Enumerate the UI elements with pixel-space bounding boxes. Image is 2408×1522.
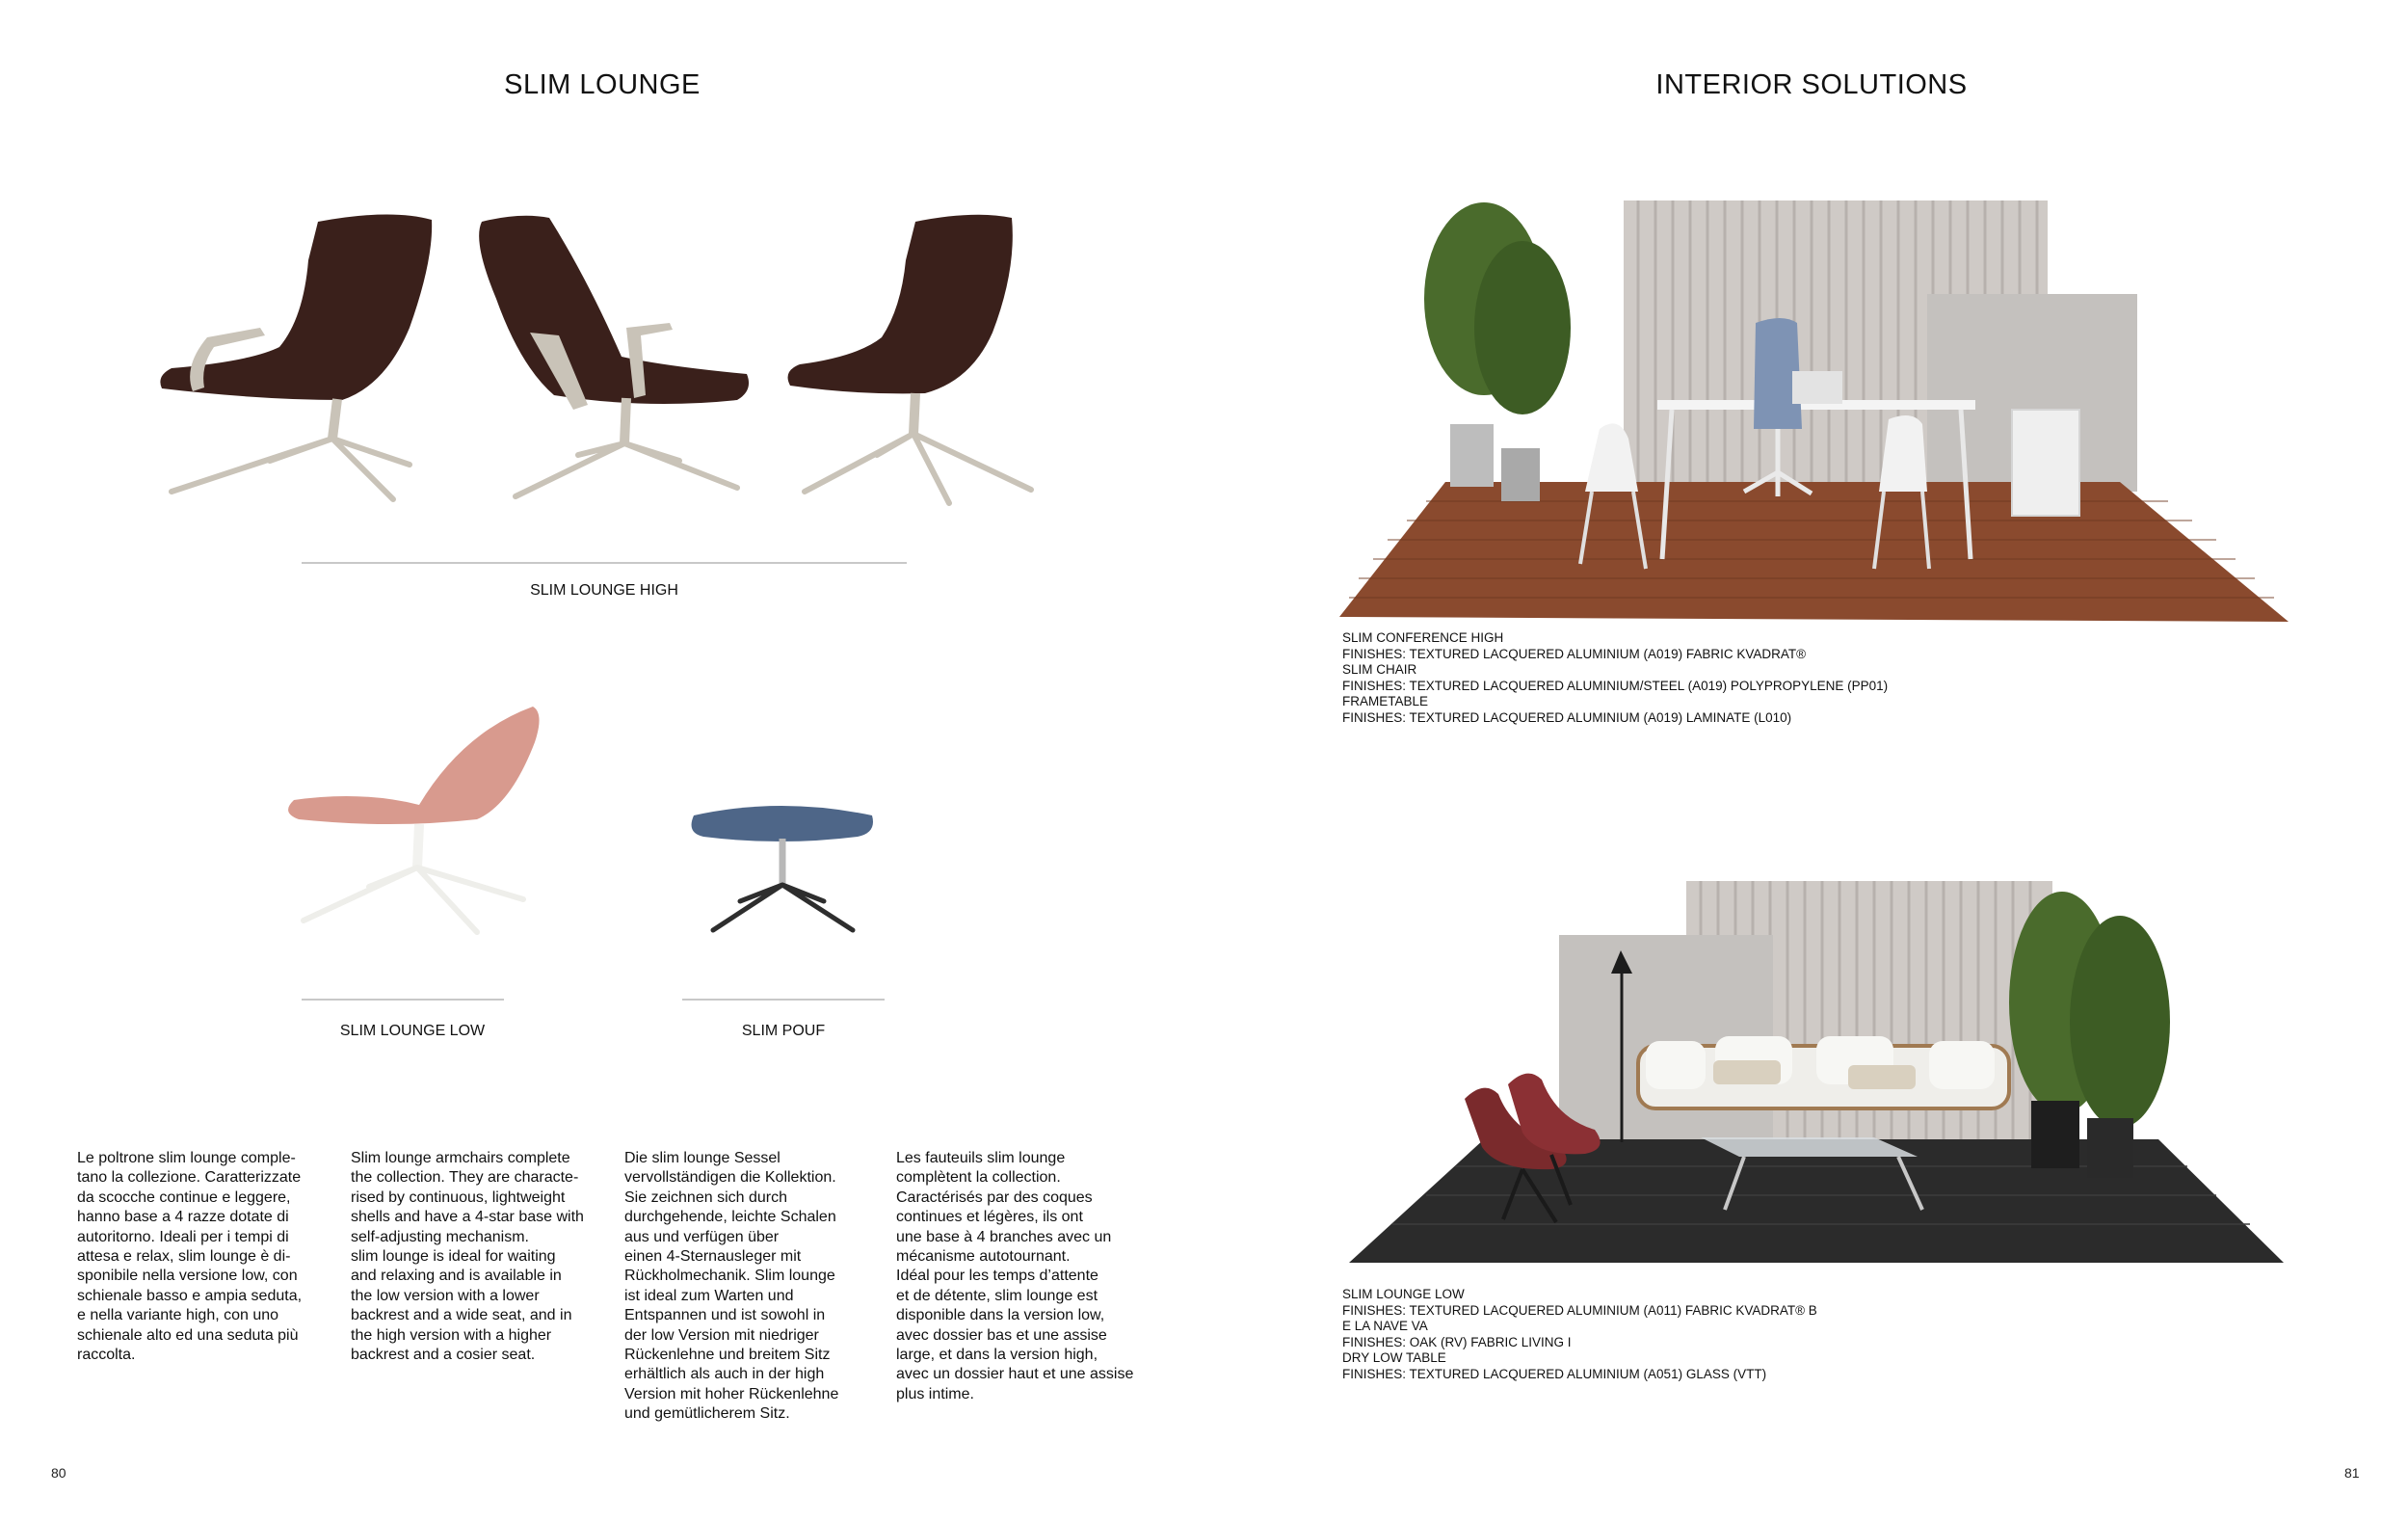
slim-lounge-high-image [145,202,1089,521]
spec-line: FINISHES: TEXTURED LACQUERED ALUMINIUM (A019) FABRIC KVADRAT® [1342,646,1807,661]
spec-line: FINISHES: TEXTURED LACQUERED ALUMINIUM (A051) GLASS (VTT) [1342,1366,1767,1381]
interior-scene-office-image [1339,183,2293,627]
spec-line: E LA NAVE VA [1342,1319,1428,1334]
page-number-left: 80 [51,1465,66,1481]
scene2-specs [1342,1287,1817,1383]
body-text-english: Slim lounge armchairs complete the collection. They are characte- rised by continuous, lightweight shells and have a 4-star base with self-adjusting mechanism. slim lounge is ideal for waiting and relaxing and is available in the low version with a lower backrest and a wide seat, and in the high version with a higher backrest and a cosier seat. [351,1150,584,1364]
page-number-right: 81 [2344,1465,2360,1481]
caption-slim-pouf: SLIM POUF [741,1023,826,1039]
caption-slim-lounge-low: SLIM LOUNGE LOW [339,1023,486,1039]
scene1-specs [1342,630,1888,727]
slim-lounge-high-chair-left [160,214,432,499]
spec-line: SLIM LOUNGE LOW [1342,1287,1465,1301]
spec-line: FRAMETABLE [1342,694,1429,709]
spec-line: FINISHES: TEXTURED LACQUERED ALUMINIUM (A019) LAMINATE (L010) [1342,709,1792,725]
slim-lounge-high-chair-center [479,216,749,496]
spec-line: SLIM CHAIR [1342,662,1417,678]
plant-lounge [2009,892,2170,1178]
interior-scene-lounge-image [1339,877,2293,1272]
divider-high [302,562,907,564]
dark-floor [1349,1139,2284,1263]
divider-low [302,999,504,1001]
spec-line: FINISHES: TEXTURED LACQUERED ALUMINIUM/STEEL (A019) POLYPROPYLENE (PP01) [1342,678,1889,693]
slim-lounge-low-image [275,699,549,940]
divider-pouf [682,999,885,1001]
plant-office [1424,202,1571,501]
spec-line: FINISHES: OAK (RV) FABRIC LIVING I [1342,1334,1572,1349]
left-page-title: SLIM LOUNGE [504,69,701,100]
body-text-italian: Le poltrone slim lounge comple- tano la collezione. Caratterizzate da scocche continue e leggere, hanno base a 4 razze dotate di autoritorno. Ideali per i tempi di attesa e relax, slim lounge è di- sponibile nella versione low, con schienale basso e ampia seduta, e nella variante high, con uno schienale alto ed una seduta più raccolta. [77,1150,303,1364]
spec-line: DRY LOW TABLE [1342,1350,1446,1366]
wood-floor [1339,482,2289,622]
drawer-unit [2012,410,2079,516]
slim-pouf-image [684,800,882,940]
right-page-title: INTERIOR SOLUTIONS [1655,69,1968,100]
body-text-german: Die slim lounge Sessel vervollständigen die Kollektion. Sie zeichnen sich durch durchgehende, leichte Schalen aus und verfügen über einen 4-Sternausleger mit Rückholmechanik. Slim lounge ist ideal zum Warten und Entspannen und ist sowohl in der low Version mit niedriger Rückenlehne und breitem Sitz erhältlich als auch in der high Version mit hoher Rückenlehne und gemütlicherem Sitz. [624,1150,839,1423]
laptop-icon [1792,371,1842,404]
spec-line: SLIM CONFERENCE HIGH [1342,630,1504,645]
caption-slim-lounge-high: SLIM LOUNGE HIGH [530,582,678,599]
body-text-french: Les fauteuils slim lounge complètent la collection. Caractérisés par des coques continues et légères, ils ont une base à 4 branches avec un mécanisme autotournant. Idéal pour les temps d’attente et de détente, slim lounge est disponible dans la version low, avec dossier bas et une assise large, et dans la version high, avec un dossier haut et une assise plus intime. [896,1150,1134,1402]
spec-line: FINISHES: TEXTURED LACQUERED ALUMINIUM (A011) FABRIC KVADRAT® B [1342,1302,1817,1318]
sofa-e-la-nave-va [1638,1036,2009,1108]
slim-lounge-high-chair-right [788,215,1031,503]
